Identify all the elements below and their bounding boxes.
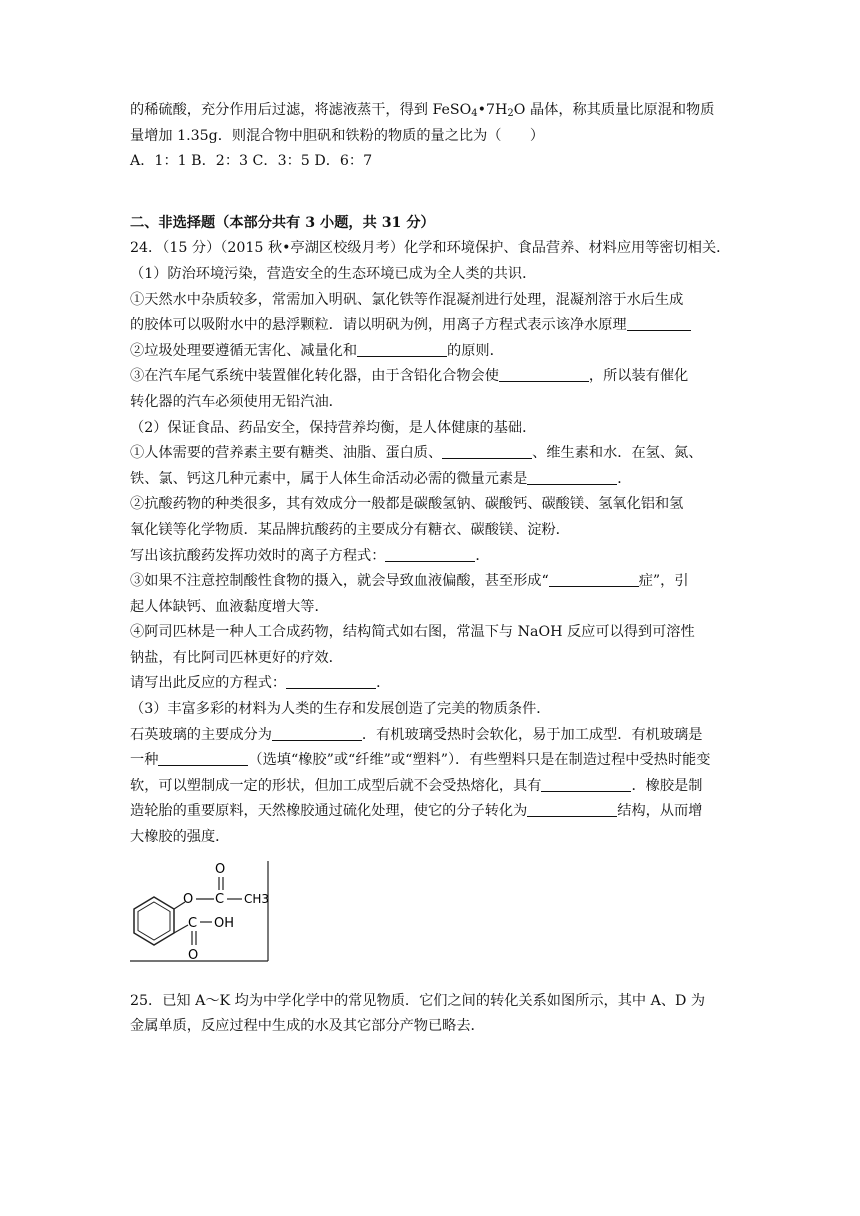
q24-p3-1: 石英玻璃的主要成分为 ．有机玻璃受热时会软化，易于加工成型．有机玻璃是 [130, 723, 730, 749]
q24-p2-3: ③如果不注意控制酸性食物的摄入，就会导致血液偏酸，甚至形成“ 症”，引 [130, 569, 730, 595]
q24-p2-4a: ④阿司匹林是一种人工合成药物，结构简式如右图，常温下与 NaOH 反应可以得到可溶性 [130, 624, 695, 641]
q24-part2-head: （2）保证食品、药品安全，保持营养均衡，是人体健康的基础． [130, 419, 537, 436]
q24-part3-head: （3）丰富多彩的材料为人类的生存和发展创造了完美的物质条件． [130, 701, 551, 718]
answer-blank[interactable] [527, 800, 617, 817]
answer-blank[interactable] [442, 442, 532, 459]
aspirin-structure-diagram [130, 859, 270, 963]
q24-p3-4: 造轮胎的重要原料，天然橡胶通过硫化处理，使它的分子转化为 结构，从而增 [130, 799, 730, 825]
answer-blank[interactable] [385, 545, 475, 562]
answer-blank[interactable] [357, 340, 447, 357]
answer-blank[interactable] [158, 749, 248, 766]
carboxyl-oxygen-label: O [188, 947, 199, 963]
q25-line1: 25．已知 A～K 均为中学化学中的常见物质．它们之间的转化关系如图所示，其中 A、D 为 [130, 992, 706, 1009]
q24-p1-3: ③在汽车尾气系统中装置催化转化器，由于含铅化合物会使 ，所以装有催化 [130, 364, 730, 390]
q24-p3-2: 一种 （选填“橡胶”或“纤维”或“塑料”）．有些塑料只是在制造过程中受热时能变 [130, 748, 730, 774]
answer-blank[interactable] [541, 775, 631, 792]
q23-line2: 量增加 1.35g．则混合物中胆矾和铁粉的物质的量之比为（ ） [130, 127, 545, 144]
answer-blank[interactable] [549, 570, 639, 587]
q24-p2-2a: ②抗酸药物的种类很多，其有效成分一般都是碳酸氢钠、碳酸钙、碳酸镁、氢氧化铝和氢 [130, 496, 684, 513]
document-page [130, 98, 730, 1040]
q24-intro: 24．（15 分）（2015 秋•亭湖区校级月考）化学和环境保护、食品营养、材料应用等密切相关． [130, 240, 731, 257]
q24-p2-4c: 请写出此反应的方程式： ． [130, 671, 730, 697]
q24-p1-1b: 的胶体可以吸附水中的悬浮颗粒．请以明矾为例，用离子方程式表示该净水原理 [130, 313, 730, 339]
q24-p2-2c: 写出该抗酸药发挥功效时的离子方程式： ． [130, 544, 730, 570]
q24-p3-3: 软，可以塑制成一定的形状，但加工成型后就不会受热熔化，具有 ．橡胶是制 [130, 774, 730, 800]
benzene-ring [134, 897, 174, 945]
answer-blank[interactable] [499, 365, 589, 382]
q24-p2-1: ①人体需要的营养素主要有糖类、油脂、蛋白质、 、维生素和水．在氢、氮、 [130, 441, 730, 467]
carbonyl-carbon-label: C [215, 891, 225, 907]
answer-blank[interactable] [627, 314, 691, 331]
answer-blank[interactable] [286, 672, 376, 689]
section-title: 二、非选择题（本部分共有 3 小题，共 31 分） [130, 214, 435, 231]
q24-p2-1c: 铁、氯、钙这几种元素中，属于人体生命活动必需的微量元素是 ． [130, 467, 730, 493]
q24-p2-3c: 起人体缺钙、血液黏度增大等． [130, 598, 329, 615]
q25-line2: 金属单质，反应过程中生成的水及其它部分产物已略去． [130, 1018, 485, 1035]
q23-line1: 的稀硫酸，充分作用后过滤，将滤液蒸干，得到 $FeSO_4•7H_2O$ 晶体，称其质量比原混和物质 [130, 102, 715, 119]
q23-options: A．1：1 B．2：3 C．3：5 D．6：7 [130, 153, 373, 170]
q24-p1-1a: ①天然水中杂质较多，常需加入明矾、氯化铁等作混凝剂进行处理，混凝剂溶于水后生成 [130, 291, 684, 308]
q24-p2-2b: 氧化镁等化学物质．某品牌抗酸药的主要成分有糖衣、碳酸镁、淀粉． [130, 521, 570, 538]
q24-p1-2: ②垃圾处理要遵循无害化、减量化和 的原则． [130, 339, 730, 365]
carbonyl-oxygen-label: O [215, 861, 226, 877]
answer-blank[interactable] [527, 468, 617, 485]
q24-part1-head: （1）防治环境污染，营造安全的生态环境已成为全人类的共识． [130, 265, 537, 282]
benzene-inner-ring [138, 902, 170, 940]
ester-oxygen-label: O [183, 891, 194, 907]
q24-p2-4b: 钠盐，有比阿司匹林更好的疗效． [130, 649, 343, 666]
q24-p1-3c: 转化器的汽车必须使用无铅汽油． [130, 393, 343, 410]
hydroxyl-label: OH [214, 915, 235, 931]
carboxyl-carbon-label: C [188, 915, 198, 931]
methyl-label: CH3 [244, 891, 270, 906]
answer-blank[interactable] [272, 724, 362, 741]
q24-p3-5: 大橡胶的强度． [130, 829, 230, 846]
